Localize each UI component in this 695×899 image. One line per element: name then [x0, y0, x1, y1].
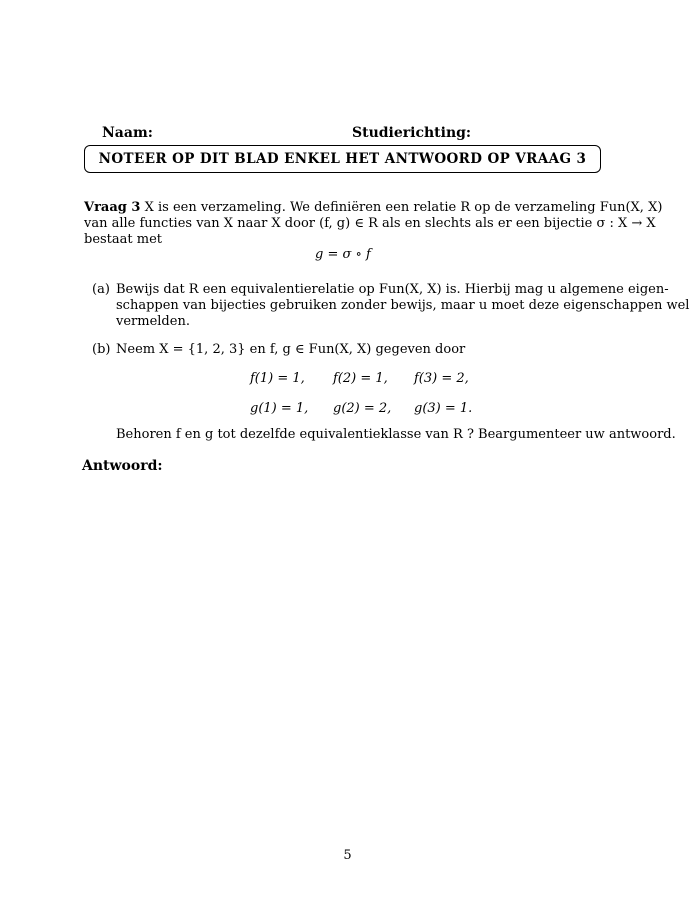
answer-label: Antwoord:: [82, 458, 163, 474]
f-value-3: f(3) = 2,: [414, 371, 469, 386]
page-number: 5: [343, 848, 352, 863]
question-intro-line-2: van alle functies van X naar X door (f, g) ∈ R als en slechts als er een bijectie σ : X → X: [84, 216, 656, 231]
part-a-marker: (a): [92, 282, 110, 297]
part-a-line-3: vermelden.: [116, 314, 190, 329]
question-intro-line-1: [84, 199, 662, 216]
question-intro-line-3: bestaat met: [84, 232, 163, 247]
part-b-marker: (b): [92, 342, 111, 357]
part-b-intro: Neem X = {1, 2, 3} en f, g ∈ Fun(X, X) gegeven door: [116, 342, 466, 357]
part-a-line-2: schappen van bijecties gebruiken zonder bewijs, maar u moet deze eigenschappen wel: [116, 298, 690, 313]
g-value-2: g(2) = 2,: [333, 401, 392, 416]
question-title: Vraag 3: [84, 200, 141, 215]
notice-box: [84, 145, 601, 173]
intro-line-1-text: X is een verzameling. We definiëren een relatie R op de verzameling Fun(X, X): [144, 200, 663, 215]
definition-equation: g = σ ∘ f: [315, 247, 371, 262]
name-label: Naam:: [102, 125, 153, 141]
f-value-1: f(1) = 1,: [250, 371, 305, 386]
program-label: Studierichting:: [352, 125, 472, 141]
part-a-line-1: Bewijs dat R een equivalentierelatie op Fun(X, X) is. Hierbij mag u algemene eigen-: [116, 282, 669, 297]
f-value-2: f(2) = 1,: [333, 371, 388, 386]
g-value-3: g(3) = 1.: [414, 401, 473, 416]
notice-text: NOTEER OP DIT BLAD ENKEL HET ANTWOORD OP VRAAG 3: [98, 151, 587, 167]
part-b-question: Behoren f en g tot dezelfde equivalentieklasse van R ? Beargumenteer uw antwoord.: [116, 427, 676, 442]
g-value-1: g(1) = 1,: [250, 401, 309, 416]
